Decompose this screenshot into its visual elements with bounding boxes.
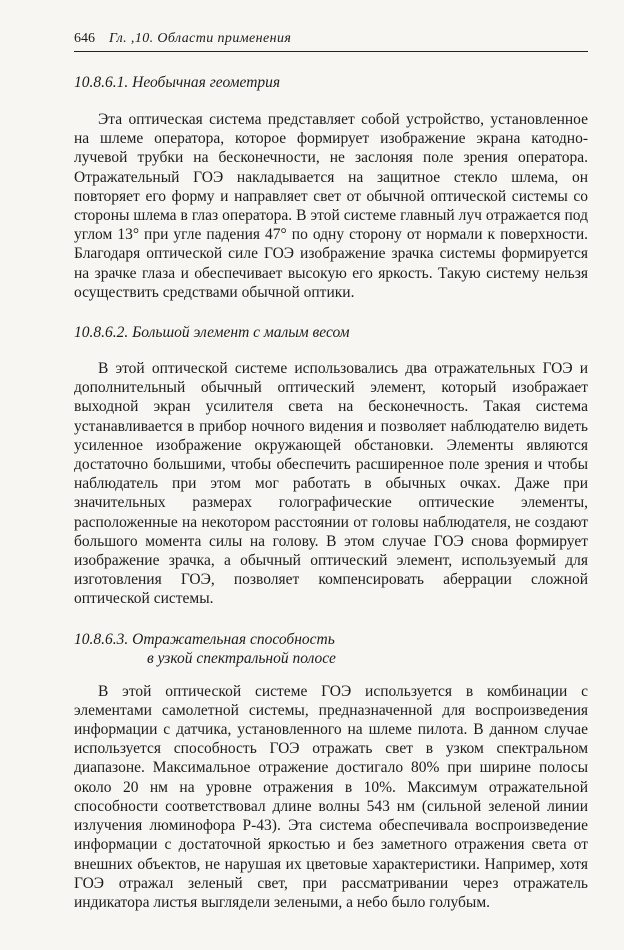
section-heading-narrowband-reflectance bbox=[74, 630, 588, 668]
section-heading-line-1: 10.8.6.3. Отражательная способность bbox=[74, 630, 335, 648]
section-heading-line-2: в узкой спектральной полосе bbox=[147, 649, 336, 667]
section-paragraph-narrowband-reflectance: В этой оптической системе ГОЭ используется в комбинации с элементами самолетной системы, предназначенной для воспроизведения информации с датчика, установленного на шлеме пилота. В данном случае используется способность ГОЭ отражать свет в узком спектральном диапазоне. Максимальное отражение достигало 80% при ширине полосы около 20 нм на уровне отражения в 10%. Максимум отражательной способности соответствовал длине волны 543 нм (сильной зеленой линии излучения люминофора Р-43). Эта система обеспечивала воспроизведение информации с достаточной яркостью и без заметного отражения света от внешних объектов, не нарушая их цветовые характеристики. Например, хотя ГОЭ отражал зеленый свет, при рассматривании через отражатель индикатора листья выглядели зелеными, а небо было голубым. bbox=[74, 682, 588, 911]
section-paragraph-large-light-element: В этой оптической системе использовались два отражательных ГОЭ и дополнительный обычный оптический элемент, который изображает выходной экран усилителя света на бесконечность. Такая система устанавливается в прибор ночного видения и позволяет наблюдателю видеть усиленное изображение окружающей обстановки. Элементы являются достаточно большими, чтобы обеспечить расширенное поле зрения и чтобы наблюдатель при этом мог работать в обычных очках. Даже при значительных размерах голографические оптические элементы, расположенные на некотором расстоянии от головы наблюдателя, не создают большого момента силы на голову. В этом случае ГОЭ снова формирует изображение зрачка, а обычный оптический элемент, используемый для изготовления ГОЭ, позволяет компенсировать аберрации сложной оптической системы. bbox=[74, 360, 588, 608]
section-paragraph-unusual-geometry: Эта оптическая система представляет собой устройство, установленное на шлеме оператора, которое формирует изображение экрана катодно-лучевой трубки на бесконечности, не заслоняя поле зрения оператора. Отражательный ГОЭ накладывается на защитное стекло шлема, он повторяет его форму и направляет свет от обычной оптической системы со стороны шлема в глаз оператора. В этой системе главный луч отражается под углом 13° при угле падения 47° по одну сторону от нормали к поверхности. Благодаря оптической силе ГОЭ изображение зрачка системы формируется на зрачке глаза и обеспечивает высокую его яркость. Такую систему нельзя осуществить средствами обычной оптики. bbox=[74, 111, 588, 301]
running-head bbox=[74, 30, 588, 52]
page-number: 646 bbox=[74, 31, 95, 46]
section-heading-unusual-geometry: 10.8.6.1. Необычная геометрия bbox=[74, 74, 281, 91]
chapter-title: Гл. ,10. Области применения bbox=[109, 31, 292, 46]
section-heading-large-light-element: 10.8.6.2. Большой элемент с малым весом bbox=[74, 324, 350, 342]
book-page bbox=[74, 30, 588, 912]
